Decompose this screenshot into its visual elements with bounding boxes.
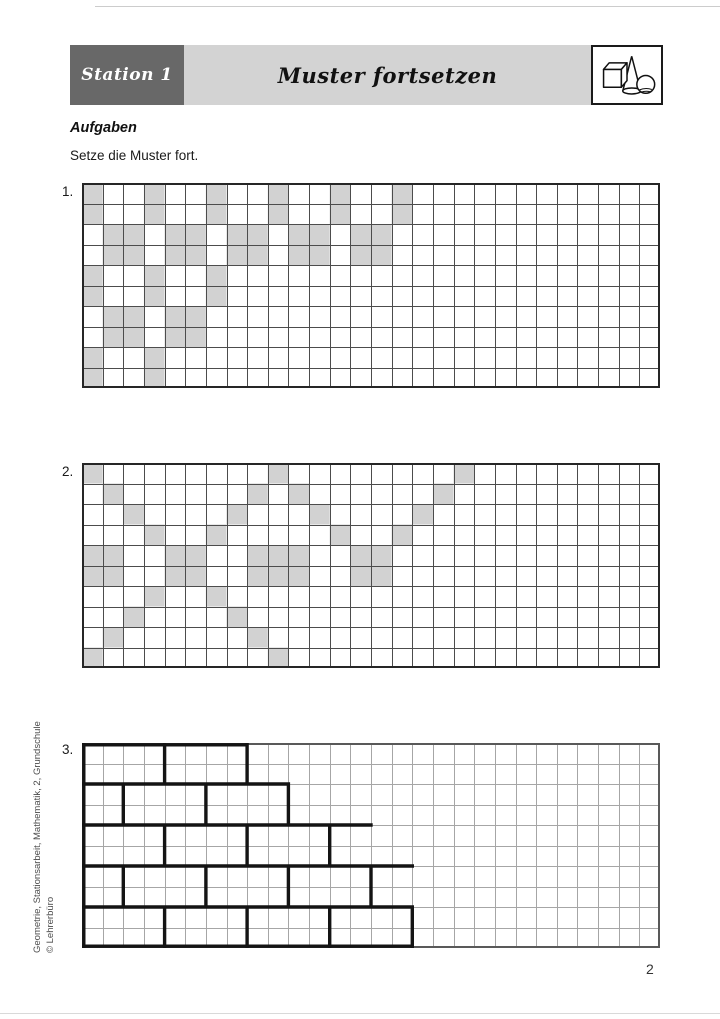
header-title-area <box>184 45 591 105</box>
pattern-grid-2[interactable] <box>82 463 660 668</box>
task-label-2: 2. <box>62 464 74 479</box>
pattern-grid-1[interactable] <box>82 183 660 388</box>
station-label: Station 1 <box>81 65 173 85</box>
task-label-3: 3. <box>62 742 74 757</box>
credit-line-2: © Lehrerbüro <box>44 896 56 953</box>
page-number: 2 <box>646 961 654 977</box>
task-label-1: 1. <box>62 184 74 199</box>
bottom-rule <box>0 1013 720 1014</box>
top-rule <box>95 6 720 7</box>
pattern-grid-3[interactable] <box>82 743 660 948</box>
geometry-shapes-icon <box>591 45 663 105</box>
credit-line-1: Geometrie, Stationsarbeit, Mathematik, 2, Grundschule <box>32 721 43 953</box>
worksheet-header <box>70 45 663 105</box>
credit-sidebar <box>32 691 58 953</box>
page-title: Muster fortsetzen <box>277 62 498 88</box>
section-heading: Aufgaben <box>70 120 137 136</box>
station-badge <box>70 45 184 105</box>
instruction-text: Setze die Muster fort. <box>70 148 199 163</box>
